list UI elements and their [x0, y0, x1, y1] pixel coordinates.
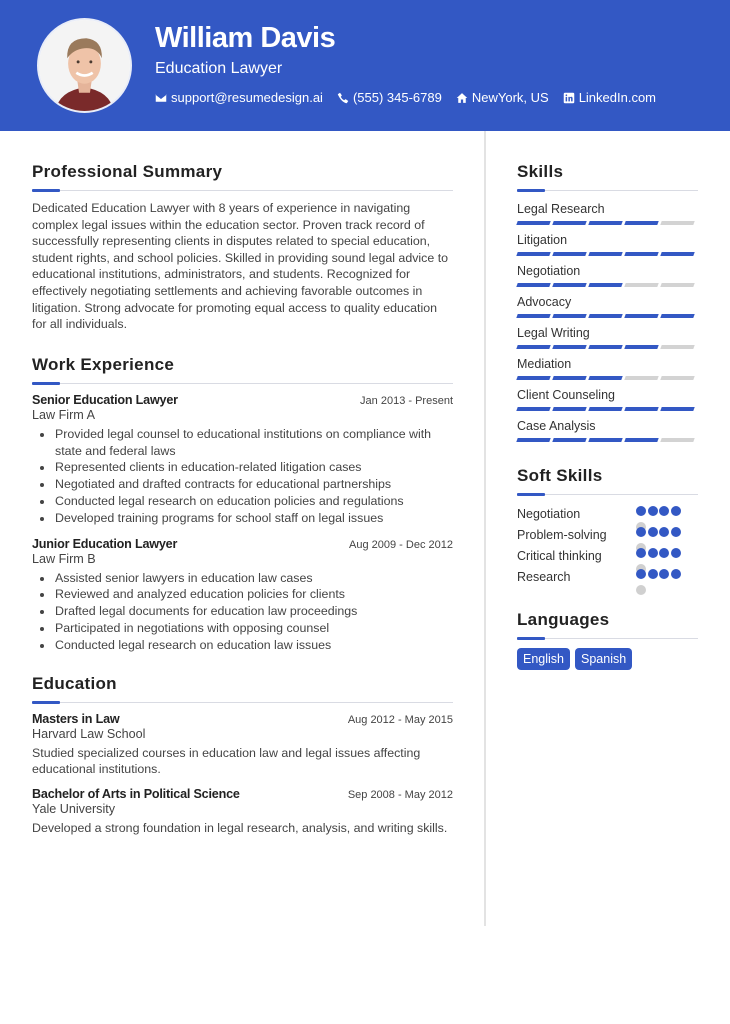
education-date: Sep 2008 - May 2012 — [347, 788, 453, 801]
phone-icon — [337, 92, 349, 104]
bullet-item: Provided legal counsel to educational institutions on compliance with state and federal laws — [32, 426, 453, 460]
job-bullets — [32, 570, 453, 654]
skill-name: Legal Research — [517, 202, 605, 216]
skill-name: Negotiation — [517, 264, 581, 278]
job-role: Senior Education Lawyer — [32, 392, 178, 407]
level-segment-filled — [588, 283, 622, 287]
level-segment-empty — [660, 283, 694, 287]
envelope-icon — [155, 92, 167, 104]
level-segment-filled — [552, 376, 586, 380]
bullet-item: Assisted senior lawyers in education law cases — [32, 570, 453, 587]
soft-skill-dots — [636, 527, 688, 548]
skill-level-bar — [517, 221, 698, 225]
linkedin-text: LinkedIn.com — [578, 90, 657, 105]
education-entry — [32, 787, 453, 837]
level-segment-filled — [588, 376, 622, 380]
skill-level-bar — [517, 407, 698, 411]
level-segment-filled — [552, 283, 586, 287]
main-column — [32, 160, 453, 856]
level-segment-filled — [624, 221, 658, 225]
contact-linkedin[interactable] — [563, 90, 656, 105]
education-entry — [32, 712, 453, 778]
level-segment-filled — [624, 252, 658, 256]
skills-list — [517, 200, 698, 442]
rating-dot-filled — [671, 506, 681, 516]
level-segment-filled — [552, 314, 586, 318]
location-text: NewYork, US — [471, 90, 549, 105]
bullet-item: Participated in negotiations with opposing counsel — [32, 620, 453, 637]
rating-dot-empty — [636, 585, 646, 595]
level-segment-filled — [552, 252, 586, 256]
job-role: Junior Education Lawyer — [32, 536, 178, 551]
education-description: Developed a strong foundation in legal research, analysis, and writing skills. — [32, 820, 448, 835]
contact-location — [456, 90, 549, 105]
degree-name: Bachelor of Arts in Political Science — [32, 786, 240, 801]
bullet-item: Represented clients in education-related litigation cases — [32, 459, 453, 476]
job-entry — [32, 393, 453, 527]
skill-level-bar — [517, 345, 698, 349]
skill-level-bar — [517, 376, 698, 380]
level-segment-filled — [624, 314, 658, 318]
school-name: Yale University — [32, 801, 116, 816]
soft-skill-dots — [636, 548, 688, 569]
skill-item — [517, 200, 698, 225]
skill-item — [517, 262, 698, 287]
soft-skill-dots — [636, 569, 688, 590]
level-segment-filled — [588, 345, 622, 349]
level-segment-filled — [588, 407, 622, 411]
section-rule — [32, 382, 453, 385]
skill-name: Client Counseling — [517, 388, 615, 402]
summary-section — [32, 160, 453, 333]
contact-list — [155, 90, 656, 105]
skill-level-bar — [517, 314, 698, 318]
level-segment-filled — [624, 407, 658, 411]
candidate-title: Education Lawyer — [155, 60, 283, 77]
section-rule — [517, 493, 698, 496]
section-rule — [32, 701, 453, 704]
skill-level-bar — [517, 438, 698, 442]
soft-skill-item — [517, 506, 698, 527]
section-rule — [517, 637, 698, 640]
rating-dot-filled — [671, 548, 681, 558]
bullet-item: Negotiated and drafted contracts for educational partnerships — [32, 476, 453, 493]
soft-skills-list — [517, 506, 698, 590]
rating-dot-filled — [636, 548, 646, 558]
education-description: Studied specialized courses in education law and legal issues affecting educational institutions. — [32, 745, 421, 777]
rating-dot-filled — [659, 527, 669, 537]
skill-name: Litigation — [517, 233, 568, 247]
soft-skill-name: Research — [517, 570, 571, 584]
level-segment-filled — [624, 438, 658, 442]
skills-section — [517, 160, 698, 442]
rating-dot-filled — [659, 506, 669, 516]
level-segment-filled — [552, 407, 586, 411]
level-segment-filled — [516, 376, 550, 380]
degree-name: Masters in Law — [32, 711, 120, 726]
education-date: Aug 2012 - May 2015 — [347, 713, 453, 726]
email-text: support@resumedesign.ai — [171, 90, 323, 105]
rating-dot-filled — [659, 569, 669, 579]
job-entry — [32, 537, 453, 654]
level-segment-filled — [660, 314, 694, 318]
job-org: Law Firm B — [32, 551, 96, 566]
rating-dot-filled — [671, 527, 681, 537]
level-segment-filled — [552, 438, 586, 442]
section-heading: Education — [32, 673, 117, 693]
level-segment-filled — [516, 314, 550, 318]
skill-name: Mediation — [517, 357, 572, 371]
bullet-item: Conducted legal research on education law issues — [32, 637, 453, 654]
level-segment-filled — [516, 283, 550, 287]
skill-item — [517, 417, 698, 442]
job-org: Law Firm A — [32, 407, 95, 422]
level-segment-filled — [516, 252, 550, 256]
profile-photo — [37, 18, 132, 113]
section-heading: Work Experience — [32, 354, 175, 374]
section-heading: Professional Summary — [32, 162, 223, 181]
skill-level-bar — [517, 252, 698, 256]
language-tag: Spanish — [575, 648, 632, 670]
soft-skill-dots — [636, 506, 688, 527]
soft-skill-name: Problem-solving — [517, 528, 607, 542]
experience-section — [32, 353, 453, 654]
section-heading: Languages — [517, 610, 610, 629]
level-segment-empty — [624, 376, 658, 380]
home-icon — [456, 92, 468, 104]
soft-skills-section — [517, 464, 698, 590]
bullet-item: Reviewed and analyzed education policies for clients — [32, 586, 453, 603]
resume-header — [0, 0, 730, 131]
level-segment-empty — [624, 283, 658, 287]
languages-list — [517, 648, 698, 670]
bullet-item: Developed training programs for school staff on legal issues — [32, 510, 453, 527]
languages-section — [517, 608, 698, 670]
phone-text: (555) 345-6789 — [352, 90, 442, 105]
section-heading: Soft Skills — [517, 466, 603, 485]
skill-name: Advocacy — [517, 295, 572, 309]
level-segment-filled — [516, 221, 550, 225]
bullet-item: Drafted legal documents for education law proceedings — [32, 603, 453, 620]
sidebar-column — [517, 160, 698, 690]
level-segment-filled — [552, 345, 586, 349]
rating-dot-filled — [648, 527, 658, 537]
level-segment-filled — [588, 221, 622, 225]
rating-dot-filled — [648, 548, 658, 558]
language-tag: English — [517, 648, 570, 670]
level-segment-empty — [660, 345, 694, 349]
level-segment-filled — [660, 407, 694, 411]
soft-skill-item — [517, 548, 698, 569]
skill-item — [517, 293, 698, 318]
level-segment-filled — [516, 407, 550, 411]
rating-dot-filled — [671, 569, 681, 579]
rating-dot-filled — [636, 569, 646, 579]
rating-dot-filled — [659, 548, 669, 558]
section-rule — [32, 189, 453, 192]
soft-skill-item — [517, 527, 698, 548]
soft-skill-name: Critical thinking — [517, 549, 602, 563]
level-segment-filled — [552, 221, 586, 225]
level-segment-filled — [588, 438, 622, 442]
column-divider — [484, 131, 486, 926]
soft-skill-name: Negotiation — [517, 507, 581, 521]
summary-text: Dedicated Education Lawyer with 8 years of experience in navigating complex legal issues within the education sector. Proven track record of successfully representing clients in disputes related to special education, student rights, and school policies. Skilled in providing sound legal advice to educational institutions, administrators, and students. Recognized for effectively negotiating settlements and achieving favorable outcomes in litigation. Strong advocate for promoting equal access to quality education for all individuals. — [32, 201, 449, 332]
skill-item — [517, 355, 698, 380]
school-name: Harvard Law School — [32, 726, 146, 741]
level-segment-filled — [624, 345, 658, 349]
job-date: Aug 2009 - Dec 2012 — [349, 538, 453, 551]
level-segment-filled — [516, 438, 550, 442]
skill-level-bar — [517, 283, 698, 287]
contact-phone[interactable] — [337, 90, 442, 105]
job-bullets — [32, 426, 453, 527]
linkedin-icon — [563, 92, 575, 104]
level-segment-filled — [516, 345, 550, 349]
rating-dot-filled — [636, 527, 646, 537]
skill-name: Case Analysis — [517, 419, 596, 433]
level-segment-empty — [660, 438, 694, 442]
education-section — [32, 672, 453, 837]
skill-item — [517, 324, 698, 349]
job-date: Jan 2013 - Present — [360, 394, 453, 407]
section-rule — [517, 189, 698, 192]
level-segment-empty — [660, 376, 694, 380]
level-segment-empty — [660, 221, 694, 225]
avatar-portrait-icon — [39, 20, 130, 111]
level-segment-filled — [588, 314, 622, 318]
level-segment-filled — [588, 252, 622, 256]
section-heading: Skills — [517, 162, 564, 181]
skill-item — [517, 386, 698, 411]
bullet-item: Conducted legal research on education policies and regulations — [32, 493, 453, 510]
rating-dot-filled — [648, 569, 658, 579]
soft-skill-item — [517, 569, 698, 590]
rating-dot-filled — [636, 506, 646, 516]
level-segment-filled — [660, 252, 694, 256]
skill-item — [517, 231, 698, 256]
skill-name: Legal Writing — [517, 326, 590, 340]
candidate-name: William Davis — [155, 22, 336, 54]
contact-email[interactable] — [155, 90, 323, 105]
rating-dot-filled — [648, 506, 658, 516]
